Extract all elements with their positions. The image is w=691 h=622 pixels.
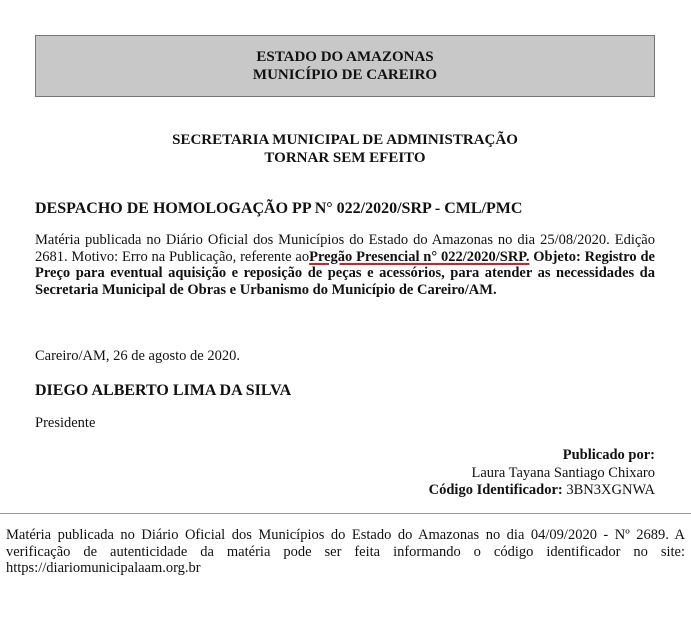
- body-intro: Matéria publicada no Diário Oficial dos Municípios do Estado do Amazonas no dia 25/08/2020. Edição 2681. Motivo: Erro na Publicação, referente ao: [35, 232, 655, 265]
- publisher-name: Laura Tayana Santiago Chixaro: [471, 464, 655, 481]
- state-name: ESTADO DO AMAZONAS: [256, 49, 434, 65]
- divider: [0, 513, 691, 514]
- document-title: DESPACHO DE HOMOLOGAÇÃO PP N° 022/2020/SRP - CML/PMC: [35, 200, 523, 217]
- identifier-code-label: Código Identificador:: [428, 482, 563, 498]
- footer-note: Matéria publicada no Diário Oficial dos Municípios do Estado do Amazonas no dia 04/09/2020 - Nº 2689. A verificação de autenticidade da matéria pode ser feita informando o código identificador no site: https://diariomunicipalaam.org.br: [6, 527, 685, 576]
- department-header: [35, 131, 655, 167]
- municipality-name: MUNICÍPIO DE CAREIRO: [252, 67, 438, 83]
- published-by-label: Publicado por:: [562, 447, 655, 463]
- body-paragraph: [35, 232, 655, 298]
- identifier-code-value: 3BN3XGNWA: [562, 482, 655, 498]
- publication-info: [235, 447, 655, 500]
- place-date: Careiro/AM, 26 de agosto de 2020.: [35, 348, 240, 364]
- signer-role: Presidente: [35, 415, 96, 431]
- department-name: SECRETARIA MUNICIPAL DE ADMINISTRAÇÃO: [172, 132, 518, 148]
- signer-name: DIEGO ALBERTO LIMA DA SILVA: [35, 382, 292, 399]
- body-highlight: Pregão Presencial n° 022/2020/SRP.: [309, 248, 530, 265]
- identifier-code: [235, 482, 655, 500]
- body-object: Objeto: Registro de Preço para eventual aquisição e reposição de peças e acessórios, para atender as necessidades da Secretaria Municipal de Obras e Urbanismo do Município de Careiro/AM.: [35, 248, 655, 298]
- state-header: [35, 35, 655, 97]
- notice-type: TORNAR SEM EFEITO: [264, 150, 426, 166]
